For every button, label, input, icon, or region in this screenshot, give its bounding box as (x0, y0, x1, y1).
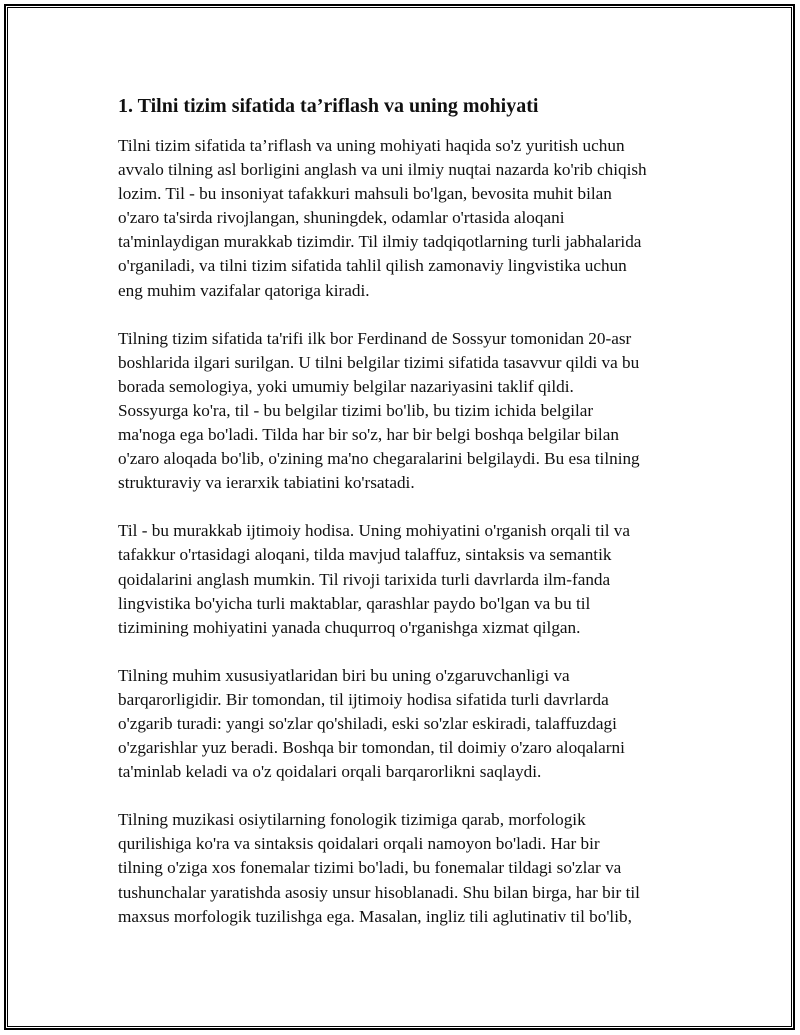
text-line: eng muhim vazifalar qatoriga kiradi. (118, 280, 370, 300)
paragraph-2 (118, 327, 698, 496)
text-line: tilning o'ziga xos fonemalar tizimi bo'ladi, bu fonemalar tildagi so'zlar va (118, 858, 622, 878)
paragraph-4 (118, 664, 698, 784)
text-line: Tilning tizim sifatida ta'rifi ilk bor Ferdinand de Sossyur tomonidan 20-asr (118, 328, 632, 348)
text-line: strukturaviy va ierarxik tabiatini ko'rsatadi. (118, 473, 415, 493)
text-line: borada semologiya, yoki umumiy belgilar nazariyasini taklif qildi. (118, 376, 574, 396)
text-line: o'zgarib turadi: yangi so'zlar qo'shiladi, eski so'zlar eskiradi, talaffuzdagi (118, 713, 617, 733)
text-line: o'zaro aloqada bo'lib, o'zining ma'no chegaralarini belgilaydi. Bu esa tilning (118, 449, 640, 469)
text-line: ta'minlaydigan murakkab tizimdir. Til ilmiy tadqiqotlarning turli jabhalarida (118, 232, 642, 252)
text-line: barqarorligidir. Bir tomondan, til ijtimoiy hodisa sifatida turli davrlarda (118, 689, 609, 709)
text-line: tushunchalar yaratishda asosiy unsur hisoblanadi. Shu bilan birga, har bir til (118, 882, 640, 902)
text-line: Tilni tizim sifatida ta’riflash va uning mohiyati haqida so'z yuritish uchun (118, 136, 625, 155)
paragraph-1 (118, 134, 698, 303)
text-line: o'zgarishlar yuz beradi. Boshqa bir tomondan, til doimiy o'zaro aloqalarni (118, 738, 625, 758)
text-line: ma'noga ega bo'ladi. Tilda har bir so'z, har bir belgi boshqa belgilar bilan (118, 425, 619, 445)
text-line: tafakkur o'rtasidagi aloqani, tilda mavjud talaffuz, sintaksis va semantik (118, 545, 612, 565)
text-line: Sossyurga ko'ra, til - bu belgilar tizimi bo'lib, bu tizim ichida belgilar (118, 400, 594, 420)
text-line: qoidalarini anglash mumkin. Til rivoji tarixida turli davrlarda ilm-fanda (118, 569, 611, 589)
text-line: qurilishiga ko'ra va sintaksis qoidalari orqali namoyon bo'ladi. Har bir (118, 834, 600, 854)
text-line: boshlarida ilgari surilgan. U tilni belgilar tizimi sifatida tasavvur qildi va bu (118, 352, 640, 372)
text-line: lozim. Til - bu insoniyat tafakkuri mahsuli bo'lgan, bevosita muhit bilan (118, 184, 612, 204)
text-line: avvalo tilning asl borligini anglash va uni ilmiy nuqtai nazarda ko'rib chiqish (118, 160, 647, 180)
text-line: Til - bu murakkab ijtimoiy hodisa. Uning mohiyatini o'rganish orqali til va (118, 521, 631, 541)
text-line: lingvistika bo'yicha turli maktablar, qarashlar paydo bo'lgan va bu til (118, 593, 591, 613)
text-line: Tilning muhim xususiyatlaridan biri bu uning o'zgaruvchanligi va (118, 665, 570, 685)
paragraph-3 (118, 519, 698, 639)
text-line: tizimining mohiyatini yanada chuqurroq o'rganishga xizmat qilgan. (118, 617, 581, 637)
document-title: 1. Tilni tizim sifatida ta’riflash va uning mohiyati (118, 95, 539, 117)
text-line: o'zaro ta'sirda rivojlangan, shuningdek, odamlar o'rtasida aloqani (118, 208, 565, 228)
text-line: o'rganiladi, va tilni tizim sifatida tahlil qilish zamonaviy lingvistika uchun (118, 256, 627, 276)
text-line: Tilning muzikasi osiytilarning fonologik tizimiga qarab, morfologik (118, 810, 586, 830)
text-line: ta'minlab keladi va o'z qoidalari orqali barqarorlikni saqlaydi. (118, 762, 542, 782)
text-line: maxsus morfologik tuzilishga ega. Masalan, ingliz tili aglutinativ til bo'lib, (118, 906, 632, 926)
document-body (118, 92, 698, 953)
paragraph-5 (118, 808, 698, 928)
